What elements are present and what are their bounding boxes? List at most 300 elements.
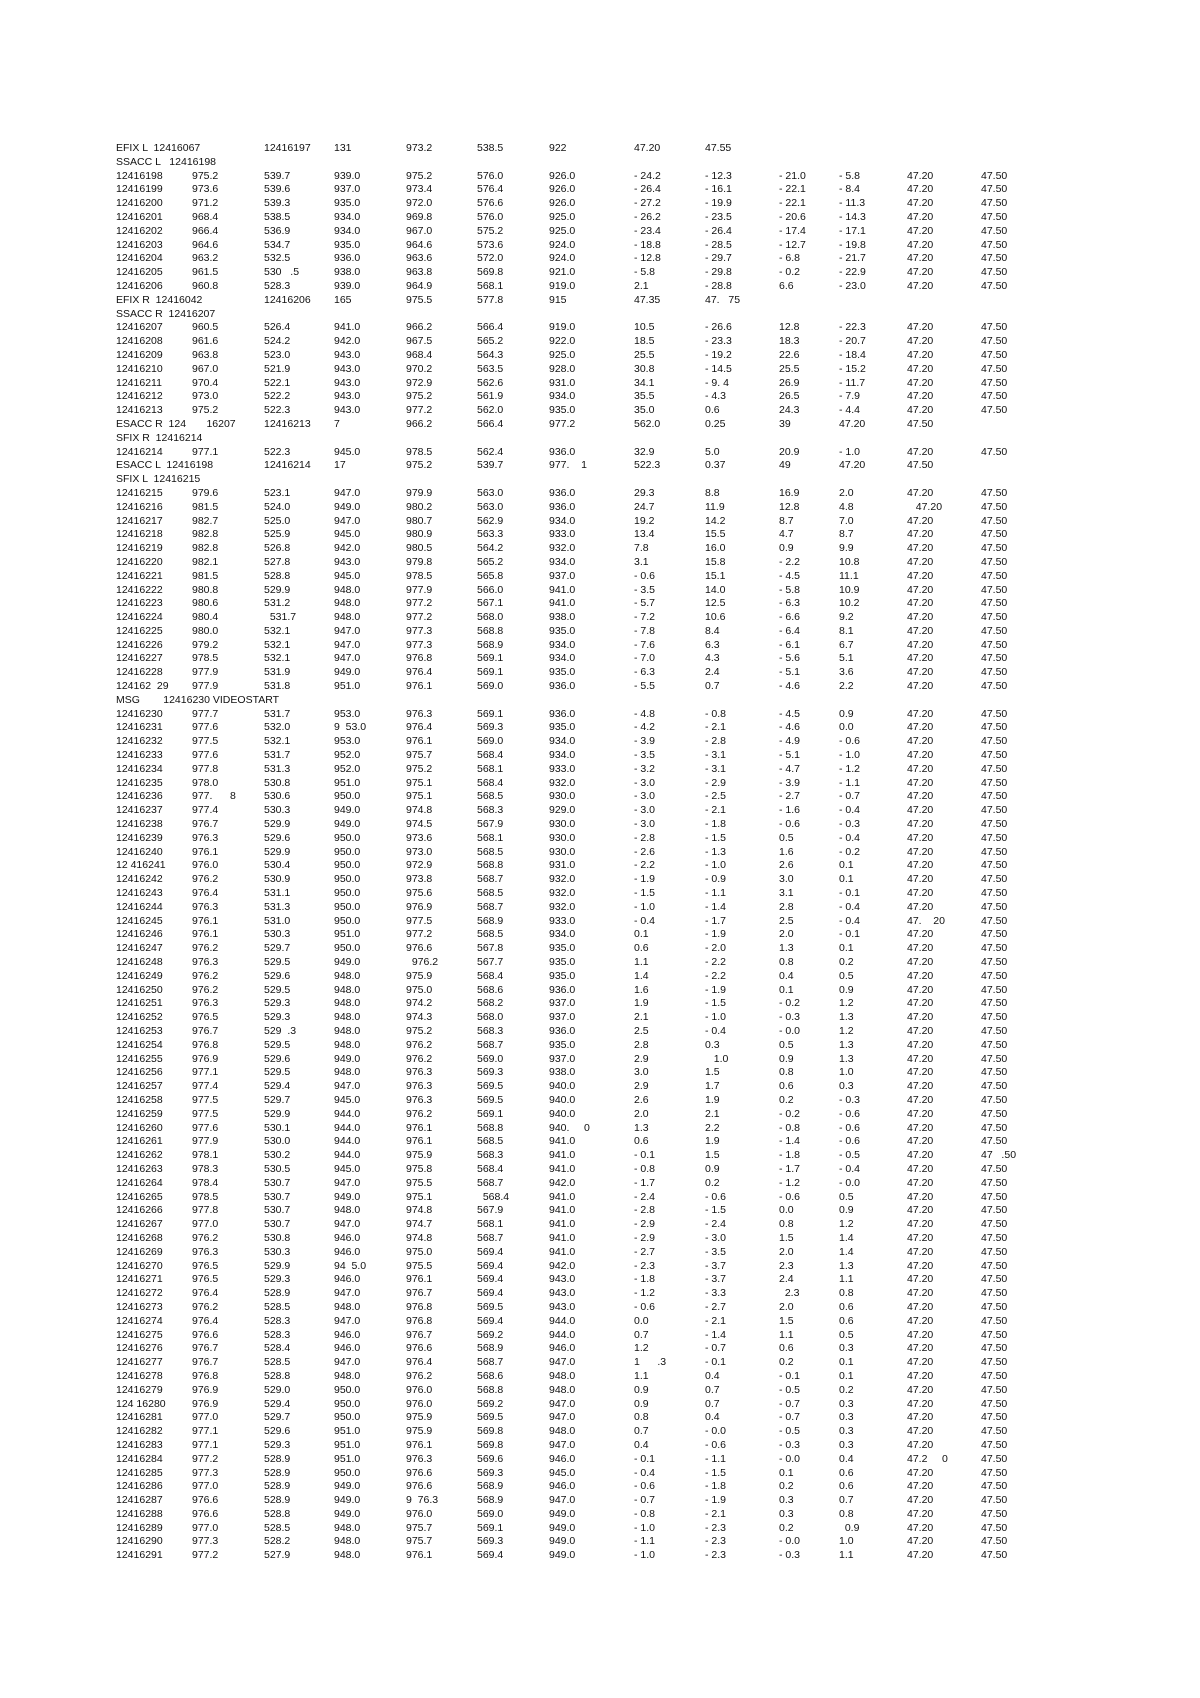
- log-cell: 12416230: [116, 707, 163, 720]
- log-cell: 944.0: [549, 1328, 576, 1341]
- log-cell: 47.20: [907, 818, 934, 831]
- log-row: [116, 446, 1116, 460]
- log-cell: 47.20: [907, 831, 934, 844]
- log-cell: - 2.7: [705, 1300, 727, 1313]
- log-cell: 982.8: [192, 528, 219, 541]
- log-cell: 12416228: [116, 666, 163, 679]
- log-cell: 915: [549, 293, 567, 306]
- log-cell: 934.0: [549, 735, 576, 748]
- log-cell: 47.50: [981, 1342, 1008, 1355]
- log-cell: SFIX R 12416214: [116, 431, 203, 444]
- log-cell: - 6.3: [779, 597, 801, 610]
- log-cell: 568.1: [477, 279, 504, 292]
- log-cell: 2.4: [705, 666, 720, 679]
- log-cell: 977.2: [406, 597, 433, 610]
- log-cell: - 0.0: [779, 1535, 801, 1548]
- log-cell: 2.0: [634, 1107, 649, 1120]
- log-cell: 47.50: [981, 224, 1008, 237]
- log-cell: 1.3: [839, 1038, 854, 1051]
- log-cell: - 2.2: [705, 956, 727, 969]
- log-cell: 47.20: [907, 928, 934, 941]
- log-cell: 522.2: [264, 390, 291, 403]
- log-cell: 564.2: [477, 542, 504, 555]
- log-cell: 47.50: [981, 997, 1008, 1010]
- log-cell: 0.0: [839, 721, 854, 734]
- log-cell: 938.0: [334, 266, 361, 279]
- log-cell: 12416204: [116, 252, 163, 265]
- log-cell: 961.6: [192, 335, 219, 348]
- log-cell: 980.7: [406, 514, 433, 527]
- log-cell: 529.9: [264, 845, 291, 858]
- log-cell: 47.50: [981, 1314, 1008, 1327]
- log-cell: 47.50: [981, 762, 1008, 775]
- log-cell: 529.4: [264, 1080, 291, 1093]
- log-cell: 0.6: [705, 404, 720, 417]
- log-cell: 946.0: [549, 1342, 576, 1355]
- log-cell: 977. 8: [192, 790, 236, 803]
- log-cell: 562.6: [477, 376, 504, 389]
- log-cell: 529.6: [264, 1052, 291, 1065]
- log-cell: 945.0: [334, 445, 361, 458]
- log-cell: 976.4: [406, 721, 433, 734]
- log-cell: 975.7: [406, 1535, 433, 1548]
- log-cell: 569.6: [477, 1452, 504, 1465]
- log-cell: 963.8: [192, 348, 219, 361]
- log-cell: 941.0: [549, 1135, 576, 1148]
- log-row: [116, 1080, 1116, 1094]
- log-cell: SFIX L 12416215: [116, 473, 201, 486]
- log-cell: - 23.3: [705, 335, 732, 348]
- log-cell: 953.0: [334, 707, 361, 720]
- log-cell: 949.0: [334, 1052, 361, 1065]
- log-cell: 12416238: [116, 818, 163, 831]
- log-cell: 47.20: [907, 169, 934, 182]
- log-cell: 12416269: [116, 1245, 163, 1258]
- log-cell: 976.7: [406, 1328, 433, 1341]
- log-cell: - 4.2: [634, 721, 656, 734]
- log-cell: 47.50: [981, 776, 1008, 789]
- log-cell: 976.1: [406, 1549, 433, 1562]
- log-cell: 1.0: [705, 1052, 729, 1065]
- log-cell: 568.8: [477, 624, 504, 637]
- log-row: [116, 528, 1116, 542]
- log-cell: 47.50: [981, 1521, 1008, 1534]
- log-cell: 47.20: [907, 1038, 934, 1051]
- log-cell: 949.0: [334, 1480, 361, 1493]
- log-cell: 569.4: [477, 1314, 504, 1327]
- log-cell: 47.20: [907, 735, 934, 748]
- log-cell: 976.9: [192, 1052, 219, 1065]
- log-row: [116, 418, 1116, 432]
- log-cell: - 0.3: [839, 1093, 861, 1106]
- log-cell: 935.0: [549, 666, 576, 679]
- log-cell: 938.0: [549, 1066, 576, 1079]
- log-cell: 47.50: [981, 790, 1008, 803]
- log-cell: - 3.7: [705, 1273, 727, 1286]
- log-cell: - 17.1: [839, 224, 866, 237]
- log-cell: - 21.0: [779, 169, 806, 182]
- log-cell: 976.7: [406, 1287, 433, 1300]
- log-cell: 948.0: [334, 1066, 361, 1079]
- log-cell: 568.5: [477, 1135, 504, 1148]
- log-cell: 948.0: [334, 611, 361, 624]
- log-row: [116, 997, 1116, 1011]
- log-cell: 529.0: [264, 1383, 291, 1396]
- log-cell: 529.4: [264, 1397, 291, 1410]
- log-cell: 12416284: [116, 1452, 163, 1465]
- log-cell: 47.50: [981, 1080, 1008, 1093]
- log-row: [116, 542, 1116, 556]
- log-cell: 8.7: [839, 528, 854, 541]
- log-cell: - 1.2: [839, 762, 861, 775]
- log-cell: 12416283: [116, 1438, 163, 1451]
- log-cell: 949.0: [334, 1190, 361, 1203]
- log-cell: 964.9: [406, 279, 433, 292]
- log-cell: 974.8: [406, 804, 433, 817]
- log-cell: 930.0: [549, 831, 576, 844]
- log-cell: 973.6: [406, 831, 433, 844]
- log-cell: 8.8: [705, 486, 720, 499]
- log-cell: 527.8: [264, 555, 291, 568]
- log-cell: - 29.8: [705, 266, 732, 279]
- log-cell: 976.6: [192, 1328, 219, 1341]
- log-cell: - 0.4: [839, 900, 861, 913]
- log-cell: 17: [334, 459, 346, 472]
- log-cell: 529.6: [264, 1425, 291, 1438]
- log-cell: 12416252: [116, 1011, 163, 1024]
- log-cell: 0.1: [839, 859, 854, 872]
- log-cell: 529.3: [264, 1438, 291, 1451]
- log-cell: 0.2: [779, 1356, 794, 1369]
- log-cell: 0.9: [705, 1162, 720, 1175]
- log-cell: 12416248: [116, 956, 163, 969]
- log-cell: 980.8: [192, 583, 219, 596]
- log-cell: - 0.3: [839, 818, 861, 831]
- log-cell: 1.9: [705, 1093, 720, 1106]
- log-cell: 529.5: [264, 983, 291, 996]
- log-cell: 47.50: [981, 956, 1008, 969]
- log-cell: 12416236: [116, 790, 163, 803]
- log-cell: - 0.1: [634, 1452, 656, 1465]
- log-cell: 0.7: [634, 1425, 649, 1438]
- log-cell: 982.1: [192, 555, 219, 568]
- log-cell: 951.0: [334, 680, 361, 693]
- log-cell: - 1.8: [705, 1480, 727, 1493]
- log-cell: 977.2: [406, 611, 433, 624]
- log-cell: 2.0: [779, 1245, 794, 1258]
- log-cell: 943.0: [334, 348, 361, 361]
- log-cell: 967.0: [192, 362, 219, 375]
- log-cell: 529.3: [264, 1011, 291, 1024]
- log-cell: 0.5: [839, 969, 854, 982]
- log-cell: - 2.9: [705, 776, 727, 789]
- log-cell: 968.4: [406, 348, 433, 361]
- log-cell: 0.5: [839, 1328, 854, 1341]
- log-cell: 960.8: [192, 279, 219, 292]
- log-cell: 12416259: [116, 1107, 163, 1120]
- log-cell: 0.7: [705, 1397, 720, 1410]
- log-cell: 976.8: [192, 1038, 219, 1051]
- log-cell: 47.20: [907, 1342, 934, 1355]
- log-cell: 530.1: [264, 1121, 291, 1134]
- log-cell: 12416255: [116, 1052, 163, 1065]
- log-cell: 531.8: [264, 680, 291, 693]
- log-cell: 47.20: [907, 266, 934, 279]
- log-cell: 977.2: [406, 404, 433, 417]
- log-cell: 539.3: [264, 197, 291, 210]
- log-cell: 12416274: [116, 1314, 163, 1327]
- log-cell: 12416232: [116, 735, 163, 748]
- log-cell: 47.20: [907, 790, 934, 803]
- log-row: [116, 1246, 1116, 1260]
- log-cell: 573.6: [477, 238, 504, 251]
- log-cell: 563.0: [477, 486, 504, 499]
- log-cell: 12 416241: [116, 859, 166, 872]
- log-cell: 4.3: [705, 652, 720, 665]
- log-cell: 975.1: [406, 790, 433, 803]
- log-cell: 569.0: [477, 680, 504, 693]
- log-cell: 976.3: [192, 831, 219, 844]
- log-cell: 569.3: [477, 1466, 504, 1479]
- log-cell: 568.7: [477, 900, 504, 913]
- log-cell: 978.3: [192, 1162, 219, 1175]
- log-cell: 47.50: [981, 900, 1008, 913]
- log-cell: 930.0: [549, 845, 576, 858]
- log-cell: 35.0: [634, 404, 655, 417]
- log-cell: 568.7: [477, 1356, 504, 1369]
- log-cell: 12416210: [116, 362, 163, 375]
- log-cell: 977.5: [406, 914, 433, 927]
- log-cell: - 1.4: [779, 1135, 801, 1148]
- log-cell: 47.20: [907, 873, 934, 886]
- log-cell: - 0.6: [634, 569, 656, 582]
- log-cell: 12416233: [116, 749, 163, 762]
- log-cell: 12416242: [116, 873, 163, 886]
- log-cell: 1.9: [634, 997, 649, 1010]
- log-cell: 47.50: [981, 1480, 1008, 1493]
- log-cell: 977.1: [192, 1425, 219, 1438]
- log-cell: 949.0: [549, 1507, 576, 1520]
- log-cell: 521.9: [264, 362, 291, 375]
- log-cell: 529.9: [264, 1107, 291, 1120]
- log-cell: - 0.7: [779, 1397, 801, 1410]
- log-cell: 963.8: [406, 266, 433, 279]
- log-cell: 0.4: [705, 1411, 720, 1424]
- log-cell: 977.2: [406, 928, 433, 941]
- log-cell: - 1.4: [705, 1328, 727, 1341]
- log-cell: 7.0: [839, 514, 854, 527]
- log-cell: 1.1: [779, 1328, 794, 1341]
- log-cell: 12416223: [116, 597, 163, 610]
- log-cell: 2.9: [634, 1052, 649, 1065]
- log-cell: 949.0: [334, 818, 361, 831]
- log-cell: 919.0: [549, 279, 576, 292]
- log-cell: - 0.8: [779, 1121, 801, 1134]
- log-cell: 976.6: [406, 1466, 433, 1479]
- log-cell: 0.7: [839, 1494, 854, 1507]
- log-cell: 926.0: [549, 169, 576, 182]
- log-cell: 12416211: [116, 376, 162, 389]
- log-cell: 1.2: [634, 1342, 649, 1355]
- log-cell: - 4.8: [634, 707, 656, 720]
- log-cell: 977.0: [192, 1218, 219, 1231]
- log-cell: 569.0: [477, 735, 504, 748]
- log-cell: 7.8: [634, 542, 649, 555]
- log-cell: 941.0: [334, 321, 361, 334]
- log-cell: 1.6: [779, 845, 794, 858]
- log-cell: 0.3: [839, 1397, 854, 1410]
- log-cell: 977.1: [192, 445, 219, 458]
- log-cell: 562.4: [477, 445, 504, 458]
- log-cell: 0.2: [779, 1521, 794, 1534]
- log-cell: 0.8: [839, 1507, 854, 1520]
- log-cell: 47.50: [981, 1549, 1008, 1562]
- log-cell: 568.1: [477, 762, 504, 775]
- log-cell: 569.4: [477, 1549, 504, 1562]
- log-cell: 0.0: [779, 1204, 794, 1217]
- log-row: [116, 846, 1116, 860]
- log-cell: 47.20: [907, 1025, 934, 1037]
- log-cell: 934.0: [334, 224, 361, 237]
- log-cell: 978.5: [192, 1190, 219, 1203]
- log-cell: 947.0: [334, 486, 361, 499]
- log-cell: - 0.4: [634, 914, 656, 927]
- log-cell: - 0.6: [634, 1480, 656, 1493]
- log-cell: 977.6: [192, 721, 219, 734]
- log-cell: 47.50: [981, 1259, 1008, 1272]
- log-cell: 934.0: [549, 390, 576, 403]
- log-cell: 47.50: [981, 404, 1008, 417]
- log-cell: 569.0: [477, 1052, 504, 1065]
- log-row: [116, 652, 1116, 666]
- log-cell: 975.6: [406, 887, 433, 900]
- log-cell: - 7.8: [634, 624, 656, 637]
- log-cell: 12416276: [116, 1342, 163, 1355]
- log-cell: 12416257: [116, 1080, 163, 1093]
- log-cell: 576.4: [477, 183, 504, 196]
- log-cell: 47.50: [981, 266, 1008, 279]
- log-cell: 47.20: [907, 956, 934, 969]
- log-cell: 12.8: [779, 321, 800, 334]
- log-cell: 950.0: [334, 900, 361, 913]
- log-cell: 47.20: [907, 707, 934, 720]
- log-cell: 976.3: [192, 900, 219, 913]
- log-cell: 12416281: [116, 1411, 163, 1424]
- log-cell: SSACC L 12416198: [116, 155, 217, 168]
- log-cell: 47.20: [907, 555, 934, 568]
- log-cell: 47.20: [907, 1245, 934, 1258]
- log-cell: 18.5: [634, 335, 655, 348]
- log-cell: 47.50: [981, 638, 1008, 651]
- log-cell: 12416206: [264, 293, 311, 306]
- log-cell: 0.8: [634, 1411, 649, 1424]
- log-cell: 945.0: [334, 1093, 361, 1106]
- log-cell: 47.20: [907, 638, 934, 651]
- log-cell: - 0.8: [705, 707, 727, 720]
- log-cell: 47.20: [907, 1162, 934, 1175]
- log-cell: 936.0: [334, 252, 361, 265]
- log-cell: 529.6: [264, 969, 291, 982]
- log-cell: 921.0: [549, 266, 576, 279]
- log-cell: 525.9: [264, 528, 291, 541]
- log-row: [116, 1039, 1116, 1053]
- log-cell: 976.6: [406, 942, 433, 955]
- log-cell: 47.20: [907, 1218, 934, 1231]
- log-cell: 124162 29: [116, 680, 169, 693]
- log-cell: 976.2: [406, 1052, 433, 1065]
- log-cell: 530.6: [264, 790, 291, 803]
- log-cell: - 18.8: [634, 238, 661, 251]
- log-cell: 12416231: [116, 721, 163, 734]
- log-cell: 530.0: [264, 1135, 291, 1148]
- log-cell: 2.8: [634, 1038, 649, 1051]
- log-cell: 1.6: [634, 983, 649, 996]
- log-cell: 47.50: [981, 804, 1008, 817]
- log-cell: 576.0: [477, 169, 504, 182]
- log-cell: 982.7: [192, 514, 219, 527]
- log-cell: 12416256: [116, 1066, 163, 1079]
- log-cell: 925.0: [549, 210, 576, 223]
- log-cell: 975.5: [406, 1259, 433, 1272]
- log-cell: 0.2: [779, 1093, 794, 1106]
- log-cell: 976.4: [192, 1287, 219, 1300]
- log-cell: - 0.6: [779, 1190, 801, 1203]
- log-row: [116, 1315, 1116, 1329]
- log-row: [116, 294, 1116, 308]
- log-cell: - 2.2: [779, 555, 801, 568]
- log-cell: 523.0: [264, 348, 291, 361]
- log-cell: 12416272: [116, 1287, 163, 1300]
- log-cell: - 1.7: [779, 1162, 801, 1175]
- log-cell: 1.3: [839, 1052, 854, 1065]
- log-row: [116, 1411, 1116, 1425]
- log-row: [116, 363, 1116, 377]
- log-cell: 976.3: [192, 997, 219, 1010]
- log-cell: 538.5: [477, 142, 504, 154]
- log-cell: 529.6: [264, 831, 291, 844]
- log-cell: 12416278: [116, 1369, 163, 1382]
- log-cell: - 1.9: [634, 873, 656, 886]
- log-cell: 941.0: [549, 597, 576, 610]
- log-cell: 530.9: [264, 873, 291, 886]
- log-cell: 972.9: [406, 376, 433, 389]
- log-cell: 568.2: [477, 997, 504, 1010]
- log-cell: - 0.6: [839, 1135, 861, 1148]
- log-cell: 977.9: [406, 583, 433, 596]
- log-cell: 935.0: [549, 624, 576, 637]
- log-cell: 950.0: [334, 831, 361, 844]
- log-cell: 946.0: [334, 1231, 361, 1244]
- log-cell: 530.4: [264, 859, 291, 872]
- log-cell: 0.1: [839, 942, 854, 955]
- log-cell: 12416202: [116, 224, 163, 237]
- log-cell: 973.0: [406, 845, 433, 858]
- log-cell: 565.2: [477, 335, 504, 348]
- log-cell: 124 16280: [116, 1397, 166, 1410]
- log-cell: - 4.3: [705, 390, 727, 403]
- log-cell: - 3.5: [634, 749, 656, 762]
- log-cell: 47.50: [981, 845, 1008, 858]
- log-cell: 528.5: [264, 1356, 291, 1369]
- log-cell: 47.2 0: [907, 1452, 948, 1465]
- log-cell: 14.0: [705, 583, 726, 596]
- log-cell: 16.0: [705, 542, 726, 555]
- log-cell: - 19.8: [839, 238, 866, 251]
- log-cell: 12416198: [116, 169, 163, 182]
- log-row: [116, 763, 1116, 777]
- log-cell: 34.1: [634, 376, 655, 389]
- log-cell: 12416213: [264, 417, 311, 430]
